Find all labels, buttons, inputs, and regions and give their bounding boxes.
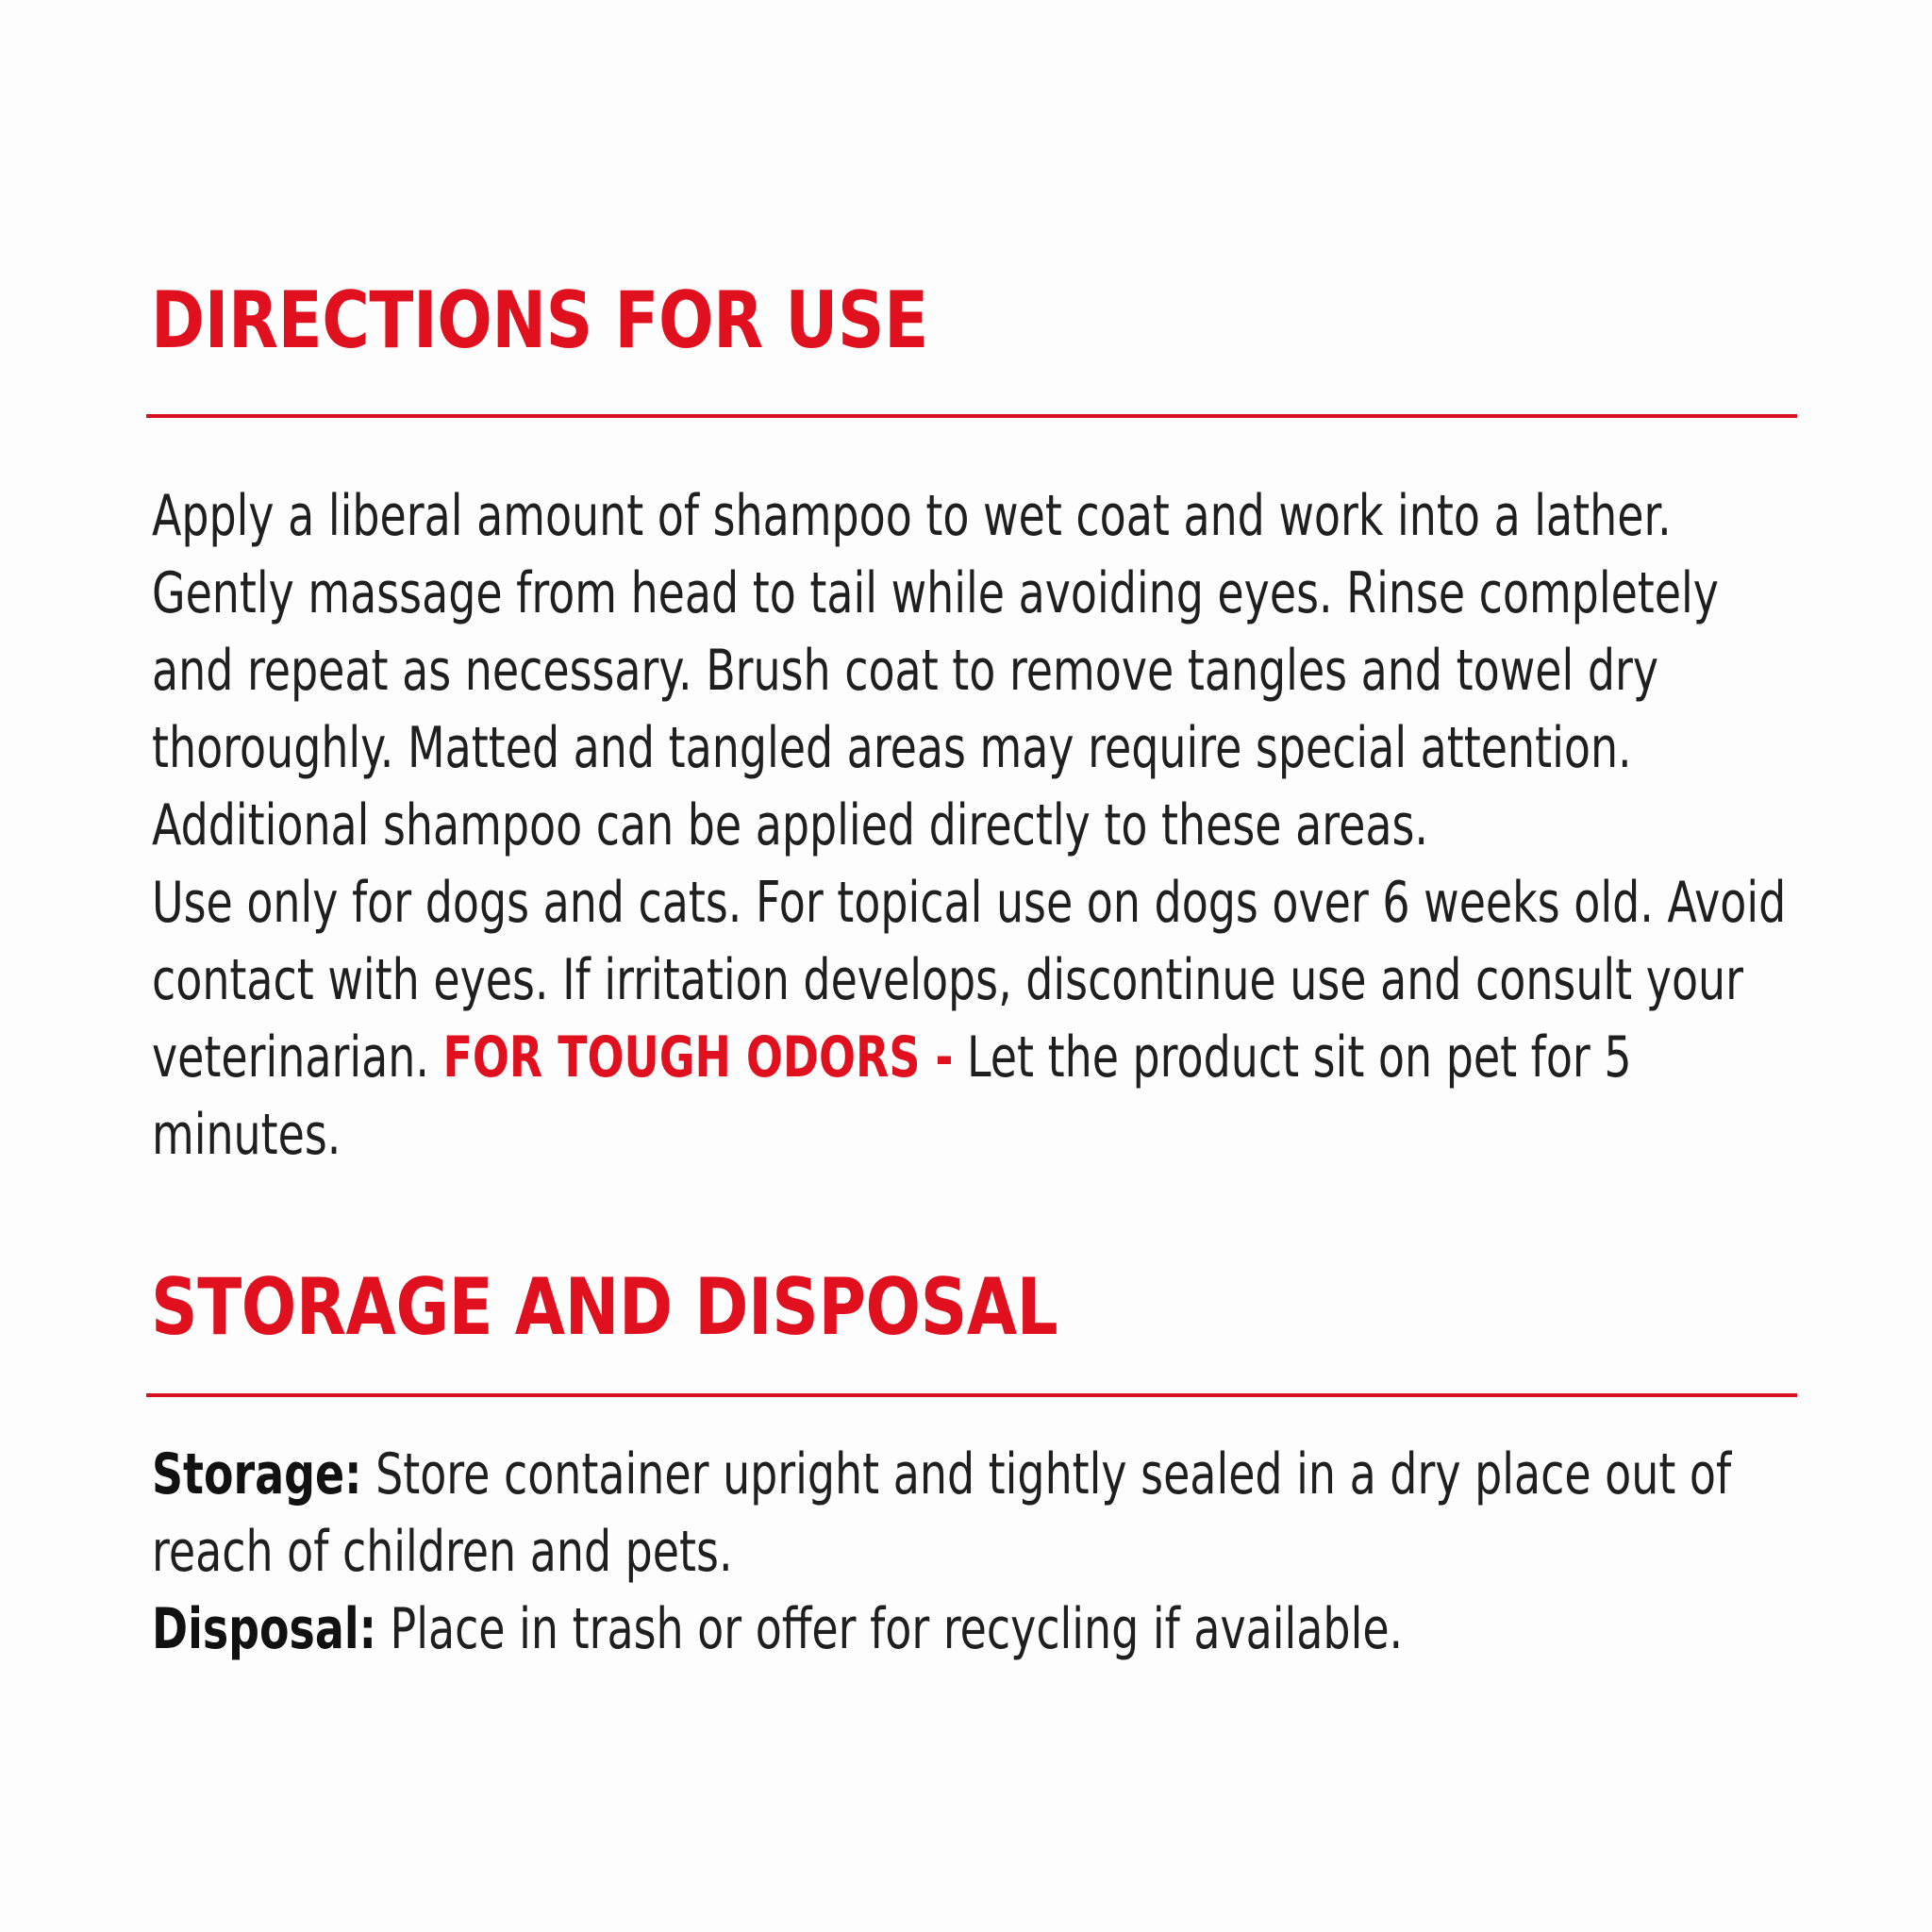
directions-line-8-prefix: veterinarian.	[152, 1024, 443, 1091]
directions-line-5: Additional shampoo can be applied directly to these areas.	[152, 792, 1428, 858]
storage-disposal-body	[152, 1436, 1812, 1668]
directions-line-4: thoroughly. Matted and tangled areas may require special attention.	[152, 715, 1632, 781]
directions-line-2: Gently massage from head to tail while avoiding eyes. Rinse completely	[152, 560, 1719, 626]
directions-line-9: minutes.	[152, 1102, 341, 1168]
storage-text-1: Store container upright and tightly sealed in a dry place out of	[361, 1441, 1732, 1507]
directions-divider	[146, 414, 1797, 418]
directions-line-8-suffix: Let the product sit on pet for 5	[953, 1024, 1632, 1091]
storage-disposal-divider	[146, 1393, 1797, 1397]
directions-line-1: Apply a liberal amount of shampoo to wet coat and work into a lather.	[152, 483, 1672, 549]
directions-body	[152, 477, 1812, 1174]
directions-line-7: contact with eyes. If irritation develops, discontinue use and consult your	[152, 947, 1743, 1013]
disposal-label: Disposal:	[152, 1596, 376, 1662]
disposal-text: Place in trash or offer for recycling if available.	[375, 1596, 1404, 1662]
directions-line-8	[152, 1019, 1812, 1096]
disposal-line	[152, 1591, 1812, 1668]
storage-disposal-heading: STORAGE AND DISPOSAL	[151, 1261, 1058, 1353]
directions-line-6: Use only for dogs and cats. For topical use on dogs over 6 weeks old. Avoid	[152, 870, 1787, 936]
tough-odors-label: FOR TOUGH ODORS -	[442, 1024, 954, 1091]
directions-heading: DIRECTIONS FOR USE	[151, 275, 928, 366]
storage-label: Storage:	[152, 1441, 362, 1507]
directions-line-3: and repeat as necessary. Brush coat to remove tangles and towel dry	[152, 638, 1658, 704]
storage-line-1	[152, 1436, 1812, 1513]
storage-line-2: reach of children and pets.	[152, 1519, 733, 1585]
